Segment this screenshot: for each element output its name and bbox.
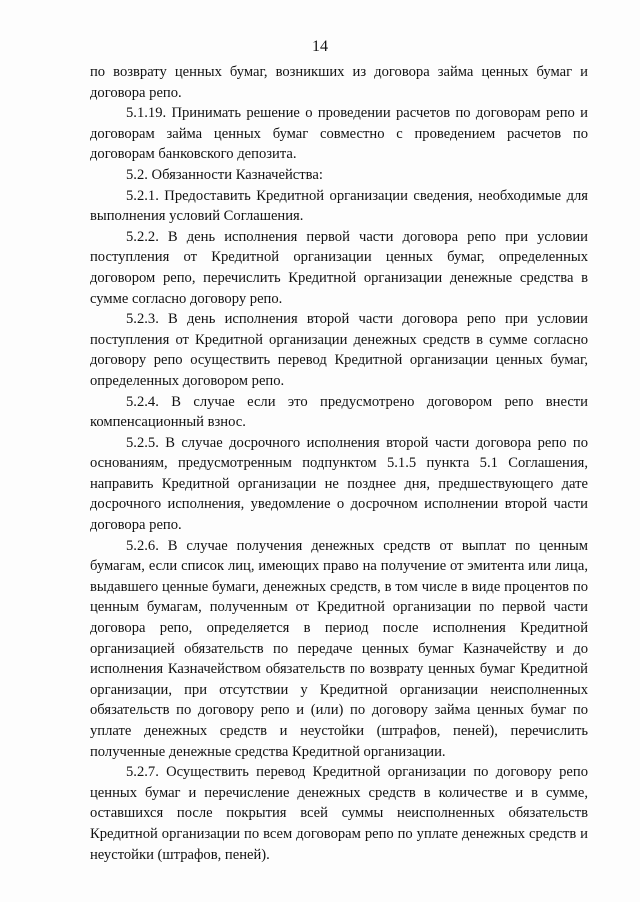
paragraph: 5.2.3. В день исполнения второй части договора репо при условии поступления от Кредитной организации денежных средств в сумме согласно договору репо осуществить перевод Кредитной организации ценных бумаг, определенных договором репо. <box>90 311 588 389</box>
paragraph: по возврату ценных бумаг, возникших из договора займа ценных бумаг и договора репо. <box>90 64 588 101</box>
paragraph: 5.2. Обязанности Казначейства: <box>126 166 323 183</box>
paragraph: 5.2.5. В случае досрочного исполнения второй части договора репо по основаниям, предусмотренным подпунктом 5.1.5 пункта 5.1 Соглашения, направить Кредитной организации не позднее дня, предшествующего дате досрочного исполнения, уведомление о досрочном исполнении второй части договора репо. <box>90 434 588 534</box>
document-body <box>90 62 588 865</box>
paragraph: 5.2.6. В случае получения денежных средств от выплат по ценным бумагам, если список лиц, имеющих право на получение от эмитента или лица, выдавшего ценные бумаги, денежных средств, в том числе в виде процентов по ценным бумагам, полученным от Кредитной организации по первой части договора репо, определяется в период после исполнения Кредитной организацией обязательств по передаче ценных бумаг Казначейству и до исполнения Казначейством обязательств по возврату ценных бумаг Кредитной организации, при отсутствии у Кредитной организации неисполненных обязательств по договору репо и (или) по договору займа ценных бумаг по уплате денежных средств и неустойки (штрафов, пеней), перечислить полученные денежные средства Кредитной организации. <box>90 537 588 760</box>
paragraph: 5.2.4. В случае если это предусмотрено договором репо внести компенсационный взнос. <box>90 393 588 431</box>
paragraph: 5.2.2. В день исполнения первой части договора репо при условии поступления от Кредитной организации ценных бумаг, определенных договором репо, перечислить Кредитной организации денежные средства в сумме согласно договору репо. <box>90 228 588 307</box>
paragraph: 5.1.19. Принимать решение о проведении расчетов по договорам репо и договорам займа ценных бумаг совместно с проведением расчетов по договорам банковского депозита. <box>90 105 588 163</box>
page-number: 14 <box>312 38 328 55</box>
paragraph: 5.2.7. Осуществить перевод Кредитной организации по договору репо ценных бумаг и перечисление денежных средств в количестве и в сумме, оставшихся после покрытия всей суммы неисполненных обязательств Кредитной организации по всем договорам репо по уплате денежных средств и неустойки (штрафов, пеней). <box>90 764 588 863</box>
paragraph: 5.2.1. Предоставить Кредитной организации сведения, необходимые для выполнения условий Соглашения. <box>90 187 588 225</box>
